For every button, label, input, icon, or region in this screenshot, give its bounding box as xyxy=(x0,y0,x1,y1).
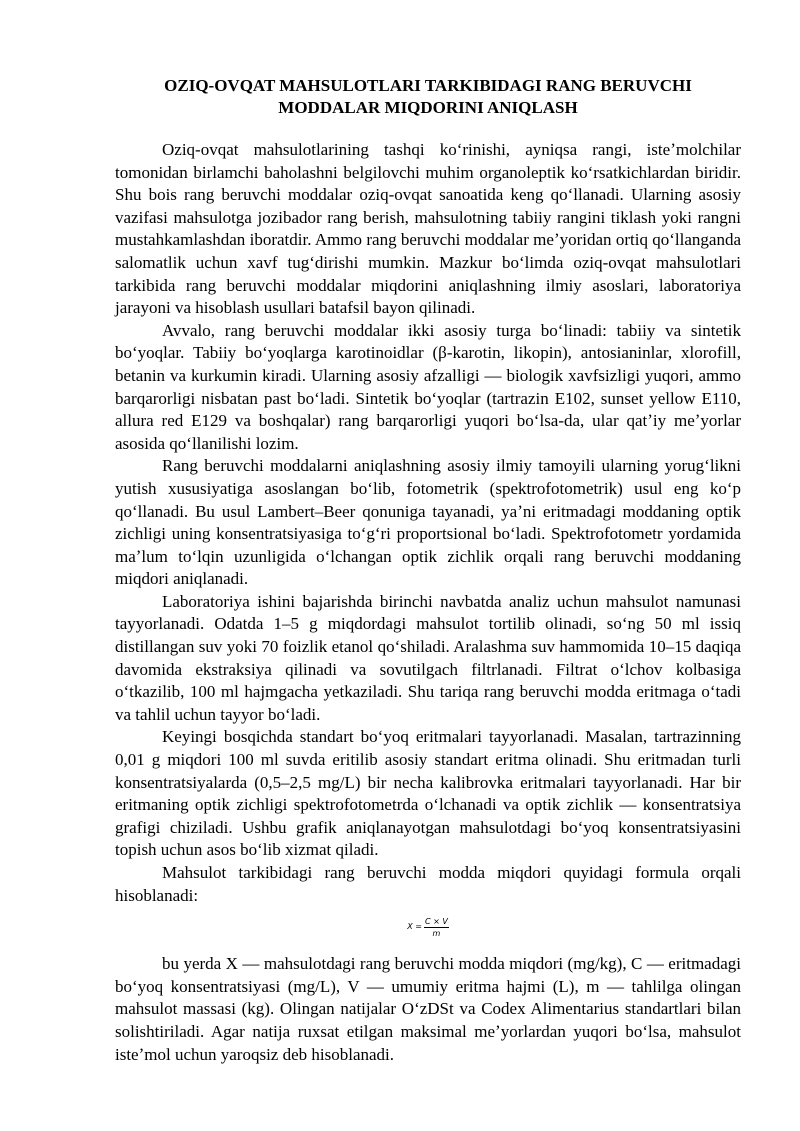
paragraph-intro: Oziq-ovqat mahsulotlarining tashqi koʻrinishi, ayniqsa rangi, isteʼmolchilar tomonidan birlamchi baholashni belgilovchi muhim organoleptik koʻrsatkichlardan biridir. Shu bois rang beruvchi moddalar oziq-ovqat sanoatida keng qoʻllanadi. Ularning asosiy vazifasi mahsulotga jozibador rang berish, mahsulotning tabiiy rangini tiklash yoki rangni mustahkamlashdan iboratdir. Ammo rang beruvchi moddalar meʼyoridan ortiq qoʻllanganda salomatlik uchun xavf tugʻdirishi mumkin. Mazkur boʻlimda oziq-ovqat mahsulotlari tarkibida rang beruvchi moddalar miqdorini aniqlashning ilmiy asoslari, laboratoriya jarayoni va hisoblash usullari batafsil bayon qilinadi. xyxy=(115,140,741,318)
formula xyxy=(407,916,449,939)
formula-lhs: X = xyxy=(407,922,422,932)
document-page xyxy=(115,75,741,1066)
paragraph-types: Avvalo, rang beruvchi moddalar ikki asosiy turga boʻlinadi: tabiiy va sintetik boʻyoqlar. Tabiiy boʻyoqlarga karotinoidlar (β-karotin, likopin), antosianinlar, xlorofill, betanin va kurkumin kiradi. Ularning asosiy afzalligi — biologik xavfsizligi yuqori, ammo barqarorligi nisbatan past boʻladi. Sintetik boʻyoqlar (tartrazin E102, sunset yellow E110, allura red E129 va boshqalar) rang barqarorligi yuqori boʻlsa-da, ular qatʼiy meʼyorlar asosida qoʻllanilishi lozim. xyxy=(115,320,741,453)
title-line-2: MODDALAR MIQDORINI ANIQLASH xyxy=(278,98,578,117)
document-title xyxy=(115,75,741,119)
formula-block xyxy=(115,913,741,943)
formula-denominator: m xyxy=(432,928,441,938)
paragraph-principle: Rang beruvchi moddalarni aniqlashning asosiy ilmiy tamoyili ularning yorugʻlikni yutish xususiyatiga asoslangan boʻlib, fotometrik (spektrofotometrik) usul eng koʻp qoʻllanadi. Bu usul Lambert–Beer qonuniga tayanadi, yaʼni eritmadagi moddaning optik zichligi uning konsentratsiyasiga toʻgʻri proportsional boʻladi. Spektrofotometr yordamida maʼlum toʻlqin uzunligida oʻlchangan optik zichlik orqali rang beruvchi moddaning miqdori aniqlanadi. xyxy=(115,456,741,589)
formula-numerator: C × V xyxy=(424,916,448,926)
paragraph-standards: Keyingi bosqichda standart boʻyoq eritmalari tayyorlanadi. Masalan, tartrazinning 0,01 g miqdori 100 ml suvda eritilib asosiy standart eritma olinadi. Shu eritmadan turli konsentratsiyalarda (0,5–2,5 mg/L) bir necha kalibrovka eritmalari tayyorlanadi. Har bir eritmaning optik zichligi spektrofotometrda oʻlchanadi va optik zichlik — konsentratsiya grafigi chiziladi. Ushbu grafik aniqlanayotgan mahsulotdagi boʻyoq konsentratsiyasini topish uchun asos boʻlib xizmat qiladi. xyxy=(115,727,741,860)
paragraph-definitions: bu yerda X — mahsulotdagi rang beruvchi modda miqdori (mg/kg), C — eritmadagi boʻyoq konsentratsiyasi (mg/L), V — umumiy eritma hajmi (L), m — tahlilga olingan mahsulot massasi (kg). Olingan natijalar OʻzDSt va Codex Alimentarius standartlari bilan solishtiriladi. Agar natija ruxsat etilgan maksimal meʼyorlardan yuqori boʻlsa, mahsulot isteʼmol uchun yaroqsiz deb hisoblanadi. xyxy=(115,954,741,1064)
title-line-1: OZIQ-OVQAT MAHSULOTLARI TARKIBIDAGI RANG BERUVCHI xyxy=(164,76,692,95)
paragraph-sample-prep: Laboratoriya ishini bajarishda birinchi navbatda analiz uchun mahsulot namunasi tayyorlanadi. Odatda 1–5 g miqdordagi mahsulot tortilib olinadi, soʻng 50 ml issiq distillangan suv yoki 70 foizlik etanol qoʻshiladi. Aralashma suv hammomida 10–15 daqiqa davomida ekstraksiya qilinadi va sovutilgach filtrlanadi. Filtrat oʻlchov kolbasiga oʻtkazilib, 100 ml hajmgacha yetkaziladi. Shu tariqa rang beruvchi modda eritmaga oʻtadi va tahlil uchun tayyor boʻladi. xyxy=(115,591,741,724)
formula-fraction xyxy=(424,917,449,938)
paragraph-formula-intro: Mahsulot tarkibidagi rang beruvchi modda miqdori quyidagi formula orqali hisoblanadi: xyxy=(115,863,741,905)
